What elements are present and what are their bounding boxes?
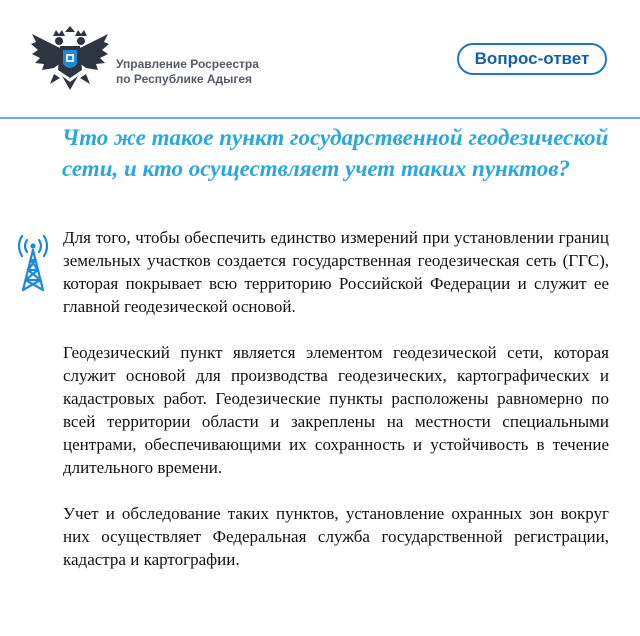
header [0, 0, 640, 118]
organization-name [116, 57, 259, 87]
radio-tower-icon [15, 234, 51, 292]
organization-name-line1: Управление Росреестра [116, 57, 259, 71]
headline: Что же такое пункт государственной геодезической сети, и кто осуществляет учет таких пунктов? [62, 125, 609, 181]
qa-badge: Вопрос-ответ [457, 43, 607, 75]
article-body [63, 226, 609, 571]
organization-name-line2: по Республике Адыгея [116, 72, 253, 86]
header-divider [0, 117, 640, 119]
paragraph-3: Учет и обследование таких пунктов, установление охранных зон вокруг них осуществляет Федеральная служба государственной регистрации, кадастра и картографии. [63, 504, 609, 569]
double-headed-eagle-emblem-icon [30, 26, 110, 92]
paragraph-1: Для того, чтобы обеспечить единство измерений при установлении границ земельных участков создается государственная геодезическая сеть (ГГС), которая покрывает всю территорию Российской Федерации и служит ее главной геодезической основой. [63, 228, 609, 316]
paragraph-2: Геодезический пункт является элементом геодезической сети, которая служит основой для производства геодезических, картографических и кадастровых работ. Геодезические пункты расположены равномерно по всей территории области и закреплены на местности специальными центрами, обеспечивающими их сохранность и устойчивость в течение длительного времени. [63, 343, 609, 477]
